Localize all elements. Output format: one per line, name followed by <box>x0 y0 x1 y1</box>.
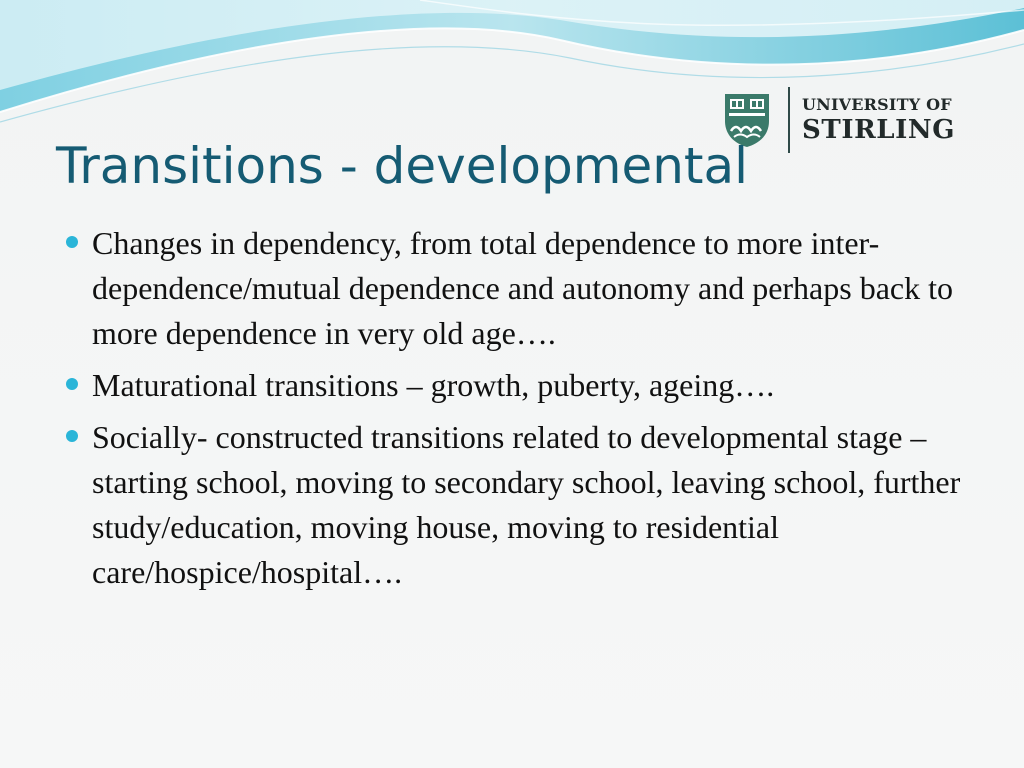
slide-title: Transitions - developmental <box>56 137 749 195</box>
logo-line-stirling: STIRLING <box>802 115 956 145</box>
bullet-item <box>62 363 962 408</box>
bullet-list <box>62 221 962 602</box>
bullet-dot-icon <box>66 378 78 390</box>
bullet-dot-icon <box>66 430 78 442</box>
university-logo <box>718 80 974 160</box>
bullet-item <box>62 415 962 595</box>
bullet-dot-icon <box>66 236 78 248</box>
bullet-text: Maturational transitions – growth, puberty, ageing…. <box>92 367 775 403</box>
bullet-item <box>62 221 962 356</box>
logo-line-university-of: UNIVERSITY OF <box>802 95 952 114</box>
logo-wordmark <box>802 95 955 145</box>
logo-divider <box>788 87 790 153</box>
bullet-text: Socially- constructed transitions related to developmental stage – starting school, moving to secondary school, leaving school, further study/education, moving house, moving to residential care/hospice/hospital…. <box>92 419 961 590</box>
bullet-text: Changes in dependency, from total dependence to more inter-dependence/mutual dependence and autonomy and perhaps back to more dependence in very old age…. <box>92 225 953 351</box>
